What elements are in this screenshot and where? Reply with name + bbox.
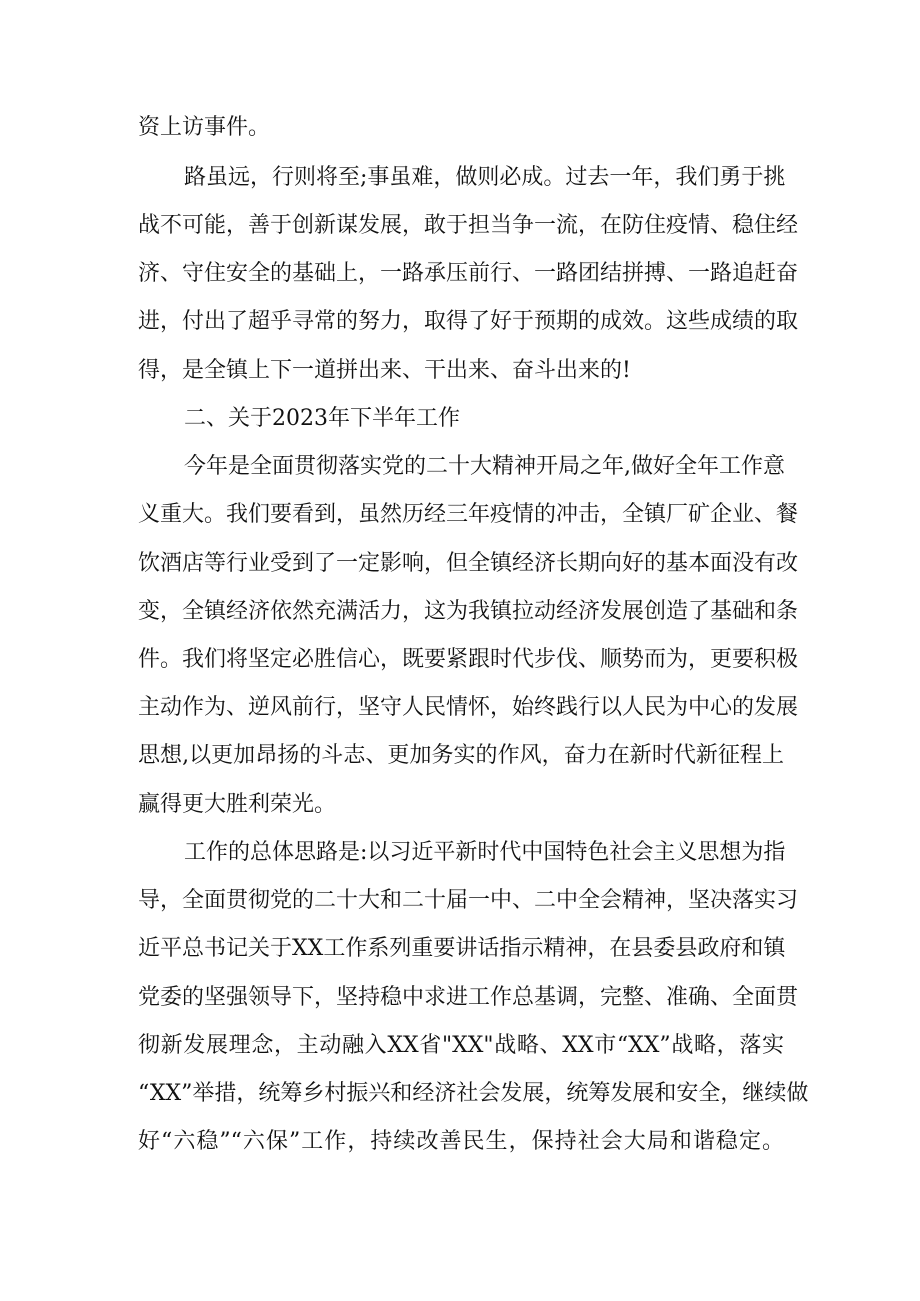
text-line: 饮酒店等行业受到了一定影响，但全镇经济长期向好的基本面没有改 bbox=[138, 551, 799, 576]
text-line: 济、守住安全的基础上，一路承压前行、一路团结拼搏、一路追赶奋 bbox=[138, 261, 799, 286]
text-line: 近平总书记关于XX工作系列重要讲话指示精神，在县委县政府和镇 bbox=[138, 936, 786, 961]
text-line: 彻新发展理念，主动融入XX省"XX"战略、XX市“XX”战略，落实 bbox=[138, 1033, 784, 1058]
text-line: 战不可能，善于创新谋发展，敢于担当争一流，在防住疫情、稳住经 bbox=[138, 213, 799, 238]
text-line: 导，全面贯彻党的二十大和二十届一中、二中全会精神，坚决落实习 bbox=[138, 888, 799, 913]
text-line: “XX”举措，统筹乡村振兴和经济社会发展，统筹发展和安全，继续做 bbox=[138, 1081, 809, 1106]
text-line: 义重大。我们要看到，虽然历经三年疫情的冲击，全镇厂矿企业、餐 bbox=[138, 502, 799, 527]
section-heading: 二、关于2023年下半年工作 bbox=[184, 406, 460, 431]
text-line: 赢得更大胜利荣光。 bbox=[138, 792, 337, 817]
text-line: 党委的坚强领导下，坚持稳中求进工作总基调，完整、准确、全面贯 bbox=[138, 985, 799, 1010]
text-line: 路虽远，行则将至;事虽难，做则必成。过去一年，我们勇于挑 bbox=[184, 165, 786, 190]
text-line: 主动作为、逆风前行，坚守人民情怀，始终践行以人民为中心的发展 bbox=[138, 695, 799, 720]
text-line: 变，全镇经济依然充满活力，这为我镇拉动经济发展创造了基础和条 bbox=[138, 599, 799, 624]
text-line: 进，付出了超乎寻常的努力，取得了好于预期的成效。这些成绩的取 bbox=[138, 309, 799, 334]
text-line: 工作的总体思路是:以习近平新时代中国特色社会主义思想为指 bbox=[184, 840, 786, 865]
text-line: 件。我们将坚定必胜信心，既要紧跟时代步伐、顺势而为，更要积极 bbox=[138, 647, 799, 672]
text-line: 今年是全面贯彻落实党的二十大精神开局之年,做好全年工作意 bbox=[184, 454, 785, 479]
text-line: 好“六稳”“六保”工作，持续改善民生，保持社会大局和谐稳定。 bbox=[138, 1129, 784, 1154]
text-line: 资上访事件。 bbox=[138, 115, 271, 140]
text-line: 思想,以更加昂扬的斗志、更加务实的作风，奋力在新时代新征程上 bbox=[138, 743, 784, 768]
text-line: 得，是全镇上下一道拼出来、干出来、奋斗出来的! bbox=[138, 358, 631, 383]
